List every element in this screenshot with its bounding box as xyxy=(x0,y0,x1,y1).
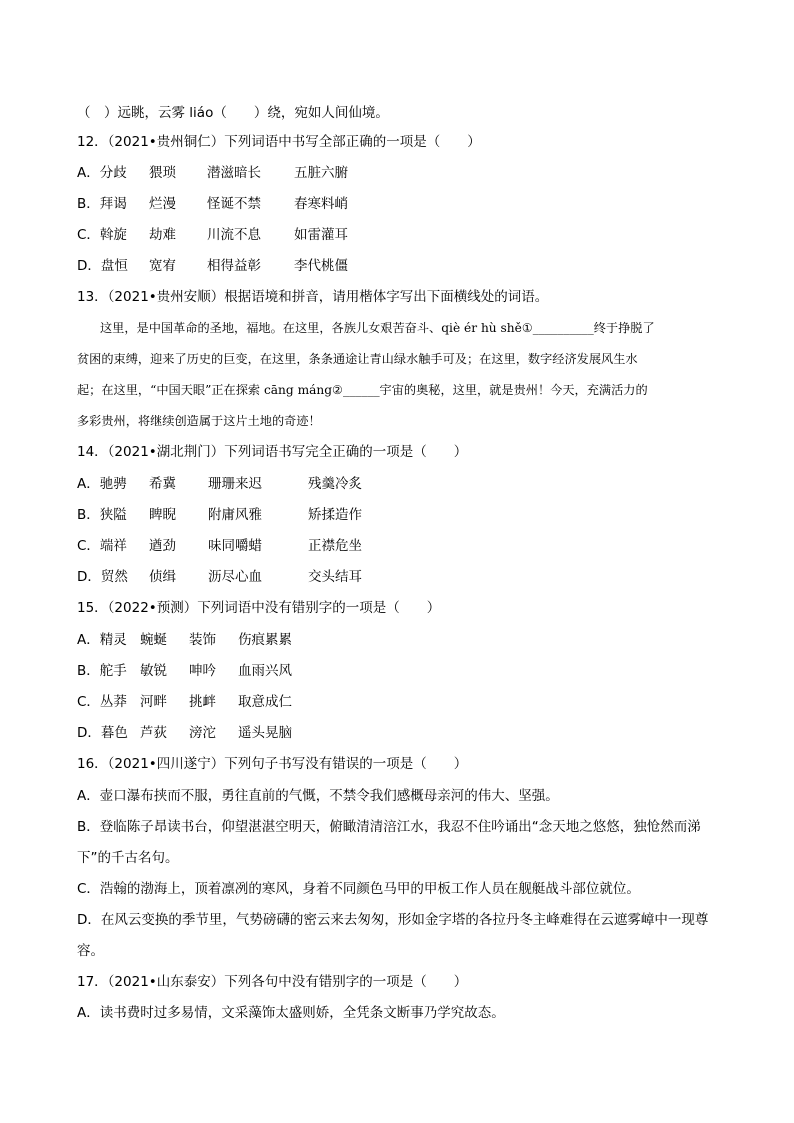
option-word: 沥尽心血 xyxy=(208,569,262,585)
q15-stem: 15．（2022•预测）下列词语中没有错别字的一项是（ ） xyxy=(77,600,441,616)
option-word: 如雷灌耳 xyxy=(294,227,348,243)
option-word: 敏锐 xyxy=(140,663,167,679)
q12-option-b xyxy=(77,195,348,213)
option-word: 李代桃僵 xyxy=(294,258,348,274)
option-word: 味同嚼蜡 xyxy=(208,538,262,554)
option-word: 装饰 xyxy=(189,632,216,648)
q13-passage-line-4: 多彩贵州，将继续创造属于这片土地的奇迹！ xyxy=(77,414,321,428)
q15-option-c xyxy=(77,693,292,711)
q12-option-d xyxy=(77,257,348,275)
option-word: 矫揉造作 xyxy=(308,507,362,523)
q17-option-a: A．读书费时过多易情，文采藻饰太盛则娇，全凭条文断事乃学究故态。 xyxy=(77,1005,505,1021)
option-letter-word: D．盘恒 xyxy=(77,258,128,274)
option-letter-word: A．精灵 xyxy=(77,632,127,648)
q12-option-a xyxy=(77,164,348,182)
option-word: 芦荻 xyxy=(140,725,167,741)
option-word: 血雨兴风 xyxy=(238,663,292,679)
option-word: 附庸风雅 xyxy=(208,507,262,523)
q13-stem: 13．（2021•贵州安顺）根据语境和拼音，请用楷体字写出下面横线处的词语。 xyxy=(77,289,549,305)
q14-option-b xyxy=(77,506,362,524)
q11-continued-line: （ ）远眺，云雾 liáo（ ）绕，宛如人间仙境。 xyxy=(77,105,389,121)
option-letter-word: B．舵手 xyxy=(77,663,127,679)
option-letter-word: D．贸然 xyxy=(77,569,128,585)
q16-option-d-line-1: D．在风云变换的季节里，气势磅礴的密云来去匆匆，形如金字塔的各拉丹冬主峰难得在云遮雾嶂中一现尊 xyxy=(77,912,709,928)
option-word: 睥睨 xyxy=(149,507,176,523)
q15-option-d xyxy=(77,724,292,742)
q12-option-c xyxy=(77,226,348,244)
option-letter-word: B．拜谒 xyxy=(77,196,127,212)
q13-passage-line-3: 起；在这里，“中国天眼”正在探索 cāng máng②______宇宙的奥秘，这里，就是贵州！今天，充满活力的 xyxy=(77,383,648,397)
option-word: 蜿蜒 xyxy=(140,632,167,648)
q16-option-d-line-2: 容。 xyxy=(77,943,104,959)
option-word: 春寒料峭 xyxy=(294,196,348,212)
option-letter-word: A．分歧 xyxy=(77,165,127,181)
option-word: 希冀 xyxy=(149,476,176,492)
option-letter-word: D．暮色 xyxy=(77,725,128,741)
option-word: 残羹冷炙 xyxy=(308,476,362,492)
option-word: 河畔 xyxy=(140,694,167,710)
q17-stem: 17．（2021•山东泰安）下列各句中没有错别字的一项是（ ） xyxy=(77,974,468,990)
option-word: 遒劲 xyxy=(149,538,176,554)
q16-stem: 16．（2021•四川遂宁）下列句子书写没有错误的一项是（ ） xyxy=(77,756,468,772)
option-word: 烂漫 xyxy=(149,196,176,212)
q14-option-a xyxy=(77,475,362,493)
q15-option-b xyxy=(77,662,292,680)
option-letter-word: C．丛莽 xyxy=(77,694,127,710)
option-word: 正襟危坐 xyxy=(308,538,362,554)
q16-option-c: C．浩翰的渤海上，顶着凛冽的寒风，身着不同颜色马甲的甲板工作人员在舰艇战斗部位就位。 xyxy=(77,881,640,897)
q12-stem: 12．（2021•贵州铜仁）下列词语中书写全部正确的一项是（ ） xyxy=(77,134,481,150)
option-word: 挑衅 xyxy=(189,694,216,710)
option-word: 五脏六腑 xyxy=(294,165,348,181)
option-word: 侦缉 xyxy=(149,569,176,585)
option-letter-word: B．狭隘 xyxy=(77,507,127,523)
option-word: 怪诞不禁 xyxy=(207,196,261,212)
option-word: 伤痕累累 xyxy=(238,632,292,648)
option-word: 遥头晃脑 xyxy=(238,725,292,741)
option-word: 取意成仁 xyxy=(238,694,292,710)
option-letter-word: A．驰骋 xyxy=(77,476,127,492)
q14-option-c xyxy=(77,537,362,555)
option-word: 滂沱 xyxy=(189,725,216,741)
q16-option-b-line-1: B．登临陈子昂读书台，仰望湛湛空明天，俯瞰清清涪江水，我忍不住吟诵出“念天地之悠悠，独怆然而涕 xyxy=(77,819,701,835)
option-word: 潜滋暗长 xyxy=(207,165,261,181)
option-letter-word: C．端祥 xyxy=(77,538,127,554)
q16-option-a: A．壶口瀑布挟而不服，勇往直前的气慨，不禁令我们感概母亲河的伟大、坚强。 xyxy=(77,788,559,804)
option-word: 劫难 xyxy=(149,227,176,243)
q16-option-b-line-2: 下”的千古名句。 xyxy=(77,850,179,866)
option-word: 交头结耳 xyxy=(308,569,362,585)
option-word: 相得益彰 xyxy=(207,258,261,274)
option-word: 川流不息 xyxy=(207,227,261,243)
option-word: 呻吟 xyxy=(189,663,216,679)
q14-stem: 14．（2021•湖北荆门）下列词语书写完全正确的一项是（ ） xyxy=(77,444,468,460)
q13-passage-line-2: 贫困的束缚，迎来了历史的巨变，在这里，条条通途让青山绿水触手可及；在这里，数字经济发展风生水 xyxy=(77,352,638,366)
option-letter-word: C．斡旋 xyxy=(77,227,127,243)
q15-option-a xyxy=(77,631,292,649)
option-word: 猥琐 xyxy=(149,165,176,181)
q13-passage-line-1: 这里，是中国革命的圣地，福地。在这里，各族儿女艰苦奋斗、qiè ér hù shě①__________终于挣脱了 xyxy=(100,321,655,335)
option-word: 宽宥 xyxy=(149,258,176,274)
q14-option-d xyxy=(77,568,362,586)
option-word: 珊珊来迟 xyxy=(208,476,262,492)
